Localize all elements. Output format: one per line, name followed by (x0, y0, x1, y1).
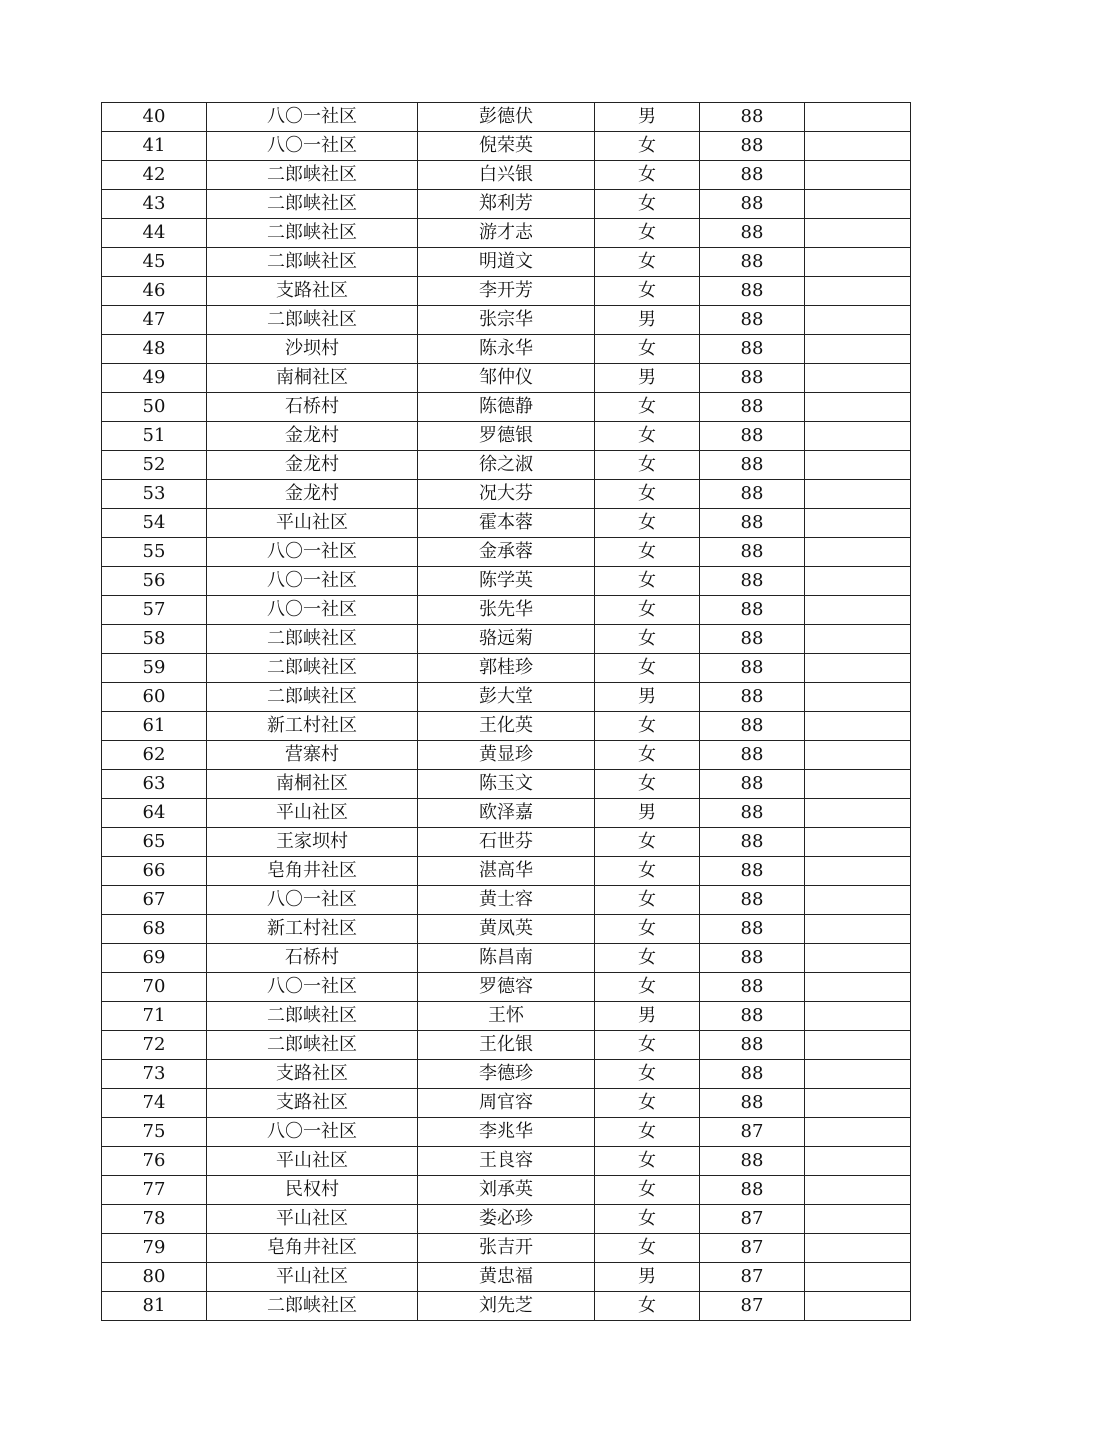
table-row (102, 277, 911, 306)
remark-cell (805, 248, 911, 277)
community-cell: 八〇一社区 (207, 132, 418, 161)
gender-cell: 男 (595, 103, 700, 132)
age-cell: 88 (700, 799, 805, 828)
table-row (102, 1176, 911, 1205)
name-cell: 张吉开 (418, 1234, 595, 1263)
table-row (102, 915, 911, 944)
remark-cell (805, 1118, 911, 1147)
name-cell: 况大芬 (418, 480, 595, 509)
age-cell: 88 (700, 1089, 805, 1118)
age-cell: 88 (700, 1176, 805, 1205)
name-cell: 罗德银 (418, 422, 595, 451)
community-cell: 二郎峡社区 (207, 248, 418, 277)
row-number-cell: 42 (102, 161, 207, 190)
age-cell: 88 (700, 770, 805, 799)
row-number-cell: 60 (102, 683, 207, 712)
row-number-cell: 63 (102, 770, 207, 799)
gender-cell: 女 (595, 1031, 700, 1060)
remark-cell (805, 944, 911, 973)
name-cell: 李兆华 (418, 1118, 595, 1147)
table-row (102, 1002, 911, 1031)
row-number-cell: 81 (102, 1292, 207, 1321)
community-cell: 八〇一社区 (207, 1118, 418, 1147)
community-cell: 八〇一社区 (207, 886, 418, 915)
table-row (102, 712, 911, 741)
row-number-cell: 49 (102, 364, 207, 393)
table-row (102, 132, 911, 161)
table-row (102, 393, 911, 422)
community-cell: 平山社区 (207, 799, 418, 828)
gender-cell: 女 (595, 857, 700, 886)
age-cell: 87 (700, 1263, 805, 1292)
community-cell: 南桐社区 (207, 364, 418, 393)
row-number-cell: 80 (102, 1263, 207, 1292)
row-number-cell: 66 (102, 857, 207, 886)
table-row (102, 538, 911, 567)
gender-cell: 女 (595, 1292, 700, 1321)
name-cell: 张先华 (418, 596, 595, 625)
roster-table-body (102, 103, 911, 1321)
remark-cell (805, 1176, 911, 1205)
remark-cell (805, 132, 911, 161)
gender-cell: 女 (595, 712, 700, 741)
row-number-cell: 72 (102, 1031, 207, 1060)
gender-cell: 女 (595, 1089, 700, 1118)
remark-cell (805, 1002, 911, 1031)
table-row (102, 451, 911, 480)
row-number-cell: 50 (102, 393, 207, 422)
table-row (102, 625, 911, 654)
name-cell: 欧泽嘉 (418, 799, 595, 828)
table-row (102, 857, 911, 886)
remark-cell (805, 1060, 911, 1089)
table-row (102, 1263, 911, 1292)
age-cell: 88 (700, 1031, 805, 1060)
gender-cell: 女 (595, 828, 700, 857)
name-cell: 王化英 (418, 712, 595, 741)
remark-cell (805, 103, 911, 132)
name-cell: 王化银 (418, 1031, 595, 1060)
community-cell: 二郎峡社区 (207, 190, 418, 219)
community-cell: 平山社区 (207, 509, 418, 538)
name-cell: 张宗华 (418, 306, 595, 335)
remark-cell (805, 1147, 911, 1176)
row-number-cell: 59 (102, 654, 207, 683)
name-cell: 明道文 (418, 248, 595, 277)
age-cell: 88 (700, 132, 805, 161)
gender-cell: 女 (595, 1118, 700, 1147)
age-cell: 88 (700, 712, 805, 741)
gender-cell: 女 (595, 393, 700, 422)
table-row (102, 1147, 911, 1176)
name-cell: 彭大堂 (418, 683, 595, 712)
remark-cell (805, 1234, 911, 1263)
age-cell: 88 (700, 915, 805, 944)
table-row (102, 1089, 911, 1118)
row-number-cell: 40 (102, 103, 207, 132)
table-row (102, 1234, 911, 1263)
gender-cell: 女 (595, 1147, 700, 1176)
community-cell: 八〇一社区 (207, 538, 418, 567)
row-number-cell: 73 (102, 1060, 207, 1089)
community-cell: 王家坝村 (207, 828, 418, 857)
community-cell: 二郎峡社区 (207, 1031, 418, 1060)
name-cell: 王良容 (418, 1147, 595, 1176)
gender-cell: 女 (595, 886, 700, 915)
gender-cell: 女 (595, 1234, 700, 1263)
remark-cell (805, 712, 911, 741)
community-cell: 支路社区 (207, 1089, 418, 1118)
row-number-cell: 51 (102, 422, 207, 451)
row-number-cell: 52 (102, 451, 207, 480)
row-number-cell: 55 (102, 538, 207, 567)
age-cell: 88 (700, 190, 805, 219)
gender-cell: 女 (595, 132, 700, 161)
table-row (102, 596, 911, 625)
gender-cell: 女 (595, 944, 700, 973)
name-cell: 霍本蓉 (418, 509, 595, 538)
community-cell: 新工村社区 (207, 712, 418, 741)
name-cell: 刘先芝 (418, 1292, 595, 1321)
gender-cell: 女 (595, 277, 700, 306)
row-number-cell: 62 (102, 741, 207, 770)
gender-cell: 女 (595, 422, 700, 451)
name-cell: 倪荣英 (418, 132, 595, 161)
row-number-cell: 57 (102, 596, 207, 625)
community-cell: 石桥村 (207, 393, 418, 422)
table-row (102, 1292, 911, 1321)
community-cell: 二郎峡社区 (207, 683, 418, 712)
remark-cell (805, 538, 911, 567)
gender-cell: 女 (595, 915, 700, 944)
age-cell: 88 (700, 828, 805, 857)
remark-cell (805, 277, 911, 306)
age-cell: 88 (700, 1060, 805, 1089)
table-row (102, 509, 911, 538)
age-cell: 88 (700, 973, 805, 1002)
community-cell: 八〇一社区 (207, 103, 418, 132)
remark-cell (805, 741, 911, 770)
gender-cell: 男 (595, 683, 700, 712)
gender-cell: 男 (595, 306, 700, 335)
remark-cell (805, 625, 911, 654)
age-cell: 88 (700, 886, 805, 915)
gender-cell: 女 (595, 248, 700, 277)
table-row (102, 219, 911, 248)
name-cell: 罗德容 (418, 973, 595, 1002)
remark-cell (805, 393, 911, 422)
remark-cell (805, 770, 911, 799)
community-cell: 南桐社区 (207, 770, 418, 799)
gender-cell: 女 (595, 451, 700, 480)
row-number-cell: 56 (102, 567, 207, 596)
remark-cell (805, 1089, 911, 1118)
name-cell: 黄士容 (418, 886, 595, 915)
name-cell: 金承蓉 (418, 538, 595, 567)
name-cell: 王怀 (418, 1002, 595, 1031)
remark-cell (805, 973, 911, 1002)
table-row (102, 161, 911, 190)
table-row (102, 770, 911, 799)
remark-cell (805, 915, 911, 944)
name-cell: 郭桂珍 (418, 654, 595, 683)
age-cell: 88 (700, 161, 805, 190)
community-cell: 二郎峡社区 (207, 654, 418, 683)
remark-cell (805, 480, 911, 509)
name-cell: 李德珍 (418, 1060, 595, 1089)
community-cell: 民权村 (207, 1176, 418, 1205)
community-cell: 新工村社区 (207, 915, 418, 944)
remark-cell (805, 306, 911, 335)
age-cell: 88 (700, 393, 805, 422)
gender-cell: 女 (595, 567, 700, 596)
row-number-cell: 61 (102, 712, 207, 741)
row-number-cell: 65 (102, 828, 207, 857)
table-row (102, 1205, 911, 1234)
name-cell: 陈德静 (418, 393, 595, 422)
age-cell: 88 (700, 422, 805, 451)
row-number-cell: 68 (102, 915, 207, 944)
community-cell: 二郎峡社区 (207, 306, 418, 335)
name-cell: 陈玉文 (418, 770, 595, 799)
name-cell: 陈学英 (418, 567, 595, 596)
gender-cell: 女 (595, 741, 700, 770)
remark-cell (805, 828, 911, 857)
remark-cell (805, 364, 911, 393)
row-number-cell: 76 (102, 1147, 207, 1176)
name-cell: 郑利芳 (418, 190, 595, 219)
row-number-cell: 45 (102, 248, 207, 277)
remark-cell (805, 451, 911, 480)
row-number-cell: 69 (102, 944, 207, 973)
table-row (102, 654, 911, 683)
row-number-cell: 71 (102, 1002, 207, 1031)
community-cell: 二郎峡社区 (207, 1292, 418, 1321)
age-cell: 87 (700, 1118, 805, 1147)
name-cell: 刘承英 (418, 1176, 595, 1205)
age-cell: 88 (700, 1002, 805, 1031)
age-cell: 88 (700, 306, 805, 335)
gender-cell: 女 (595, 219, 700, 248)
gender-cell: 女 (595, 654, 700, 683)
age-cell: 88 (700, 857, 805, 886)
community-cell: 营寨村 (207, 741, 418, 770)
remark-cell (805, 190, 911, 219)
remark-cell (805, 1263, 911, 1292)
remark-cell (805, 683, 911, 712)
name-cell: 石世芬 (418, 828, 595, 857)
name-cell: 白兴银 (418, 161, 595, 190)
age-cell: 88 (700, 509, 805, 538)
table-row (102, 364, 911, 393)
community-cell: 二郎峡社区 (207, 161, 418, 190)
age-cell: 88 (700, 596, 805, 625)
gender-cell: 女 (595, 161, 700, 190)
age-cell: 88 (700, 248, 805, 277)
remark-cell (805, 335, 911, 364)
table-row (102, 335, 911, 364)
row-number-cell: 58 (102, 625, 207, 654)
community-cell: 金龙村 (207, 480, 418, 509)
age-cell: 88 (700, 219, 805, 248)
gender-cell: 女 (595, 973, 700, 1002)
roster-table (101, 102, 911, 1321)
row-number-cell: 46 (102, 277, 207, 306)
age-cell: 88 (700, 451, 805, 480)
name-cell: 黄显珍 (418, 741, 595, 770)
age-cell: 87 (700, 1234, 805, 1263)
name-cell: 娄必珍 (418, 1205, 595, 1234)
name-cell: 周官容 (418, 1089, 595, 1118)
age-cell: 88 (700, 103, 805, 132)
table-row (102, 799, 911, 828)
gender-cell: 男 (595, 1002, 700, 1031)
row-number-cell: 41 (102, 132, 207, 161)
remark-cell (805, 1292, 911, 1321)
age-cell: 88 (700, 480, 805, 509)
age-cell: 88 (700, 741, 805, 770)
table-row (102, 683, 911, 712)
gender-cell: 男 (595, 1263, 700, 1292)
row-number-cell: 48 (102, 335, 207, 364)
community-cell: 八〇一社区 (207, 596, 418, 625)
community-cell: 支路社区 (207, 277, 418, 306)
table-row (102, 973, 911, 1002)
table-row (102, 422, 911, 451)
age-cell: 87 (700, 1292, 805, 1321)
name-cell: 陈昌南 (418, 944, 595, 973)
age-cell: 88 (700, 277, 805, 306)
table-row (102, 1060, 911, 1089)
remark-cell (805, 799, 911, 828)
gender-cell: 女 (595, 335, 700, 364)
row-number-cell: 43 (102, 190, 207, 219)
table-row (102, 944, 911, 973)
row-number-cell: 53 (102, 480, 207, 509)
name-cell: 骆远菊 (418, 625, 595, 654)
gender-cell: 女 (595, 480, 700, 509)
gender-cell: 女 (595, 1205, 700, 1234)
name-cell: 陈永华 (418, 335, 595, 364)
community-cell: 二郎峡社区 (207, 219, 418, 248)
remark-cell (805, 654, 911, 683)
remark-cell (805, 886, 911, 915)
remark-cell (805, 1031, 911, 1060)
row-number-cell: 79 (102, 1234, 207, 1263)
age-cell: 87 (700, 1205, 805, 1234)
age-cell: 88 (700, 625, 805, 654)
age-cell: 88 (700, 1147, 805, 1176)
age-cell: 88 (700, 944, 805, 973)
table-row (102, 248, 911, 277)
remark-cell (805, 857, 911, 886)
remark-cell (805, 509, 911, 538)
name-cell: 游才志 (418, 219, 595, 248)
row-number-cell: 77 (102, 1176, 207, 1205)
table-row (102, 103, 911, 132)
table-row (102, 480, 911, 509)
table-row (102, 828, 911, 857)
name-cell: 湛高华 (418, 857, 595, 886)
gender-cell: 女 (595, 596, 700, 625)
row-number-cell: 74 (102, 1089, 207, 1118)
table-row (102, 886, 911, 915)
name-cell: 黄凤英 (418, 915, 595, 944)
name-cell: 邹仲仪 (418, 364, 595, 393)
gender-cell: 女 (595, 1060, 700, 1089)
gender-cell: 女 (595, 538, 700, 567)
row-number-cell: 67 (102, 886, 207, 915)
remark-cell (805, 567, 911, 596)
row-number-cell: 64 (102, 799, 207, 828)
community-cell: 二郎峡社区 (207, 625, 418, 654)
community-cell: 沙坝村 (207, 335, 418, 364)
remark-cell (805, 596, 911, 625)
gender-cell: 女 (595, 190, 700, 219)
age-cell: 88 (700, 364, 805, 393)
table-row (102, 190, 911, 219)
gender-cell: 女 (595, 625, 700, 654)
community-cell: 平山社区 (207, 1147, 418, 1176)
community-cell: 皂角井社区 (207, 1234, 418, 1263)
community-cell: 二郎峡社区 (207, 1002, 418, 1031)
row-number-cell: 54 (102, 509, 207, 538)
age-cell: 88 (700, 538, 805, 567)
community-cell: 皂角井社区 (207, 857, 418, 886)
community-cell: 支路社区 (207, 1060, 418, 1089)
name-cell: 彭德伏 (418, 103, 595, 132)
row-number-cell: 44 (102, 219, 207, 248)
row-number-cell: 47 (102, 306, 207, 335)
table-row (102, 741, 911, 770)
name-cell: 李开芳 (418, 277, 595, 306)
row-number-cell: 78 (102, 1205, 207, 1234)
name-cell: 黄忠福 (418, 1263, 595, 1292)
remark-cell (805, 422, 911, 451)
gender-cell: 女 (595, 1176, 700, 1205)
remark-cell (805, 161, 911, 190)
gender-cell: 女 (595, 509, 700, 538)
age-cell: 88 (700, 683, 805, 712)
gender-cell: 男 (595, 364, 700, 393)
table-row (102, 567, 911, 596)
community-cell: 石桥村 (207, 944, 418, 973)
table-row (102, 1118, 911, 1147)
age-cell: 88 (700, 335, 805, 364)
name-cell: 徐之淑 (418, 451, 595, 480)
table-row (102, 306, 911, 335)
remark-cell (805, 1205, 911, 1234)
row-number-cell: 75 (102, 1118, 207, 1147)
age-cell: 88 (700, 567, 805, 596)
community-cell: 平山社区 (207, 1263, 418, 1292)
gender-cell: 女 (595, 770, 700, 799)
remark-cell (805, 219, 911, 248)
community-cell: 平山社区 (207, 1205, 418, 1234)
community-cell: 金龙村 (207, 422, 418, 451)
age-cell: 88 (700, 654, 805, 683)
row-number-cell: 70 (102, 973, 207, 1002)
table-row (102, 1031, 911, 1060)
community-cell: 八〇一社区 (207, 973, 418, 1002)
community-cell: 金龙村 (207, 451, 418, 480)
community-cell: 八〇一社区 (207, 567, 418, 596)
gender-cell: 男 (595, 799, 700, 828)
